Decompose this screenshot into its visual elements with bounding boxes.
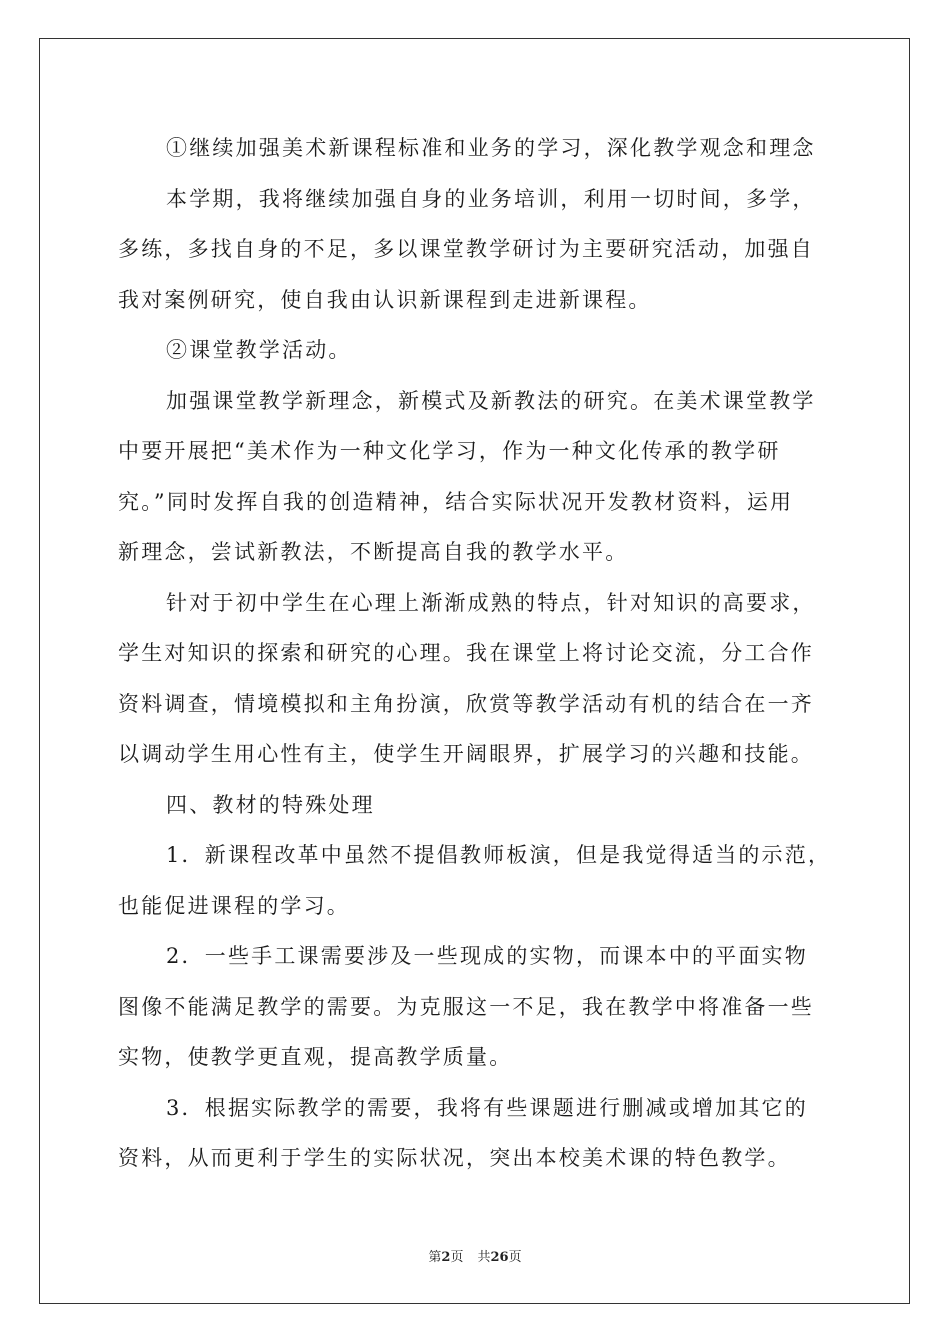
text-line: 学生对知识的探索和研究的心理。我在课堂上将讨论交流，分工合作 [118, 641, 814, 665]
total-suffix: 页 [508, 1250, 522, 1265]
paragraph [118, 583, 834, 785]
paragraph [118, 936, 834, 1088]
text-line: 中要开展把“美术作为一种文化学习，作为一种文化传承的教学研 [118, 439, 781, 463]
text-line: 资料调查，情境模拟和主角扮演，欣赏等教学活动有机的结合在一齐 [118, 691, 814, 716]
text-line: 实物，使教学更直观，提高教学质量。 [118, 1045, 513, 1069]
paragraph [118, 128, 834, 179]
text-line: 多练，多找自身的不足，多以课堂教学研讨为主要研究活动，加强自 [118, 237, 814, 261]
text-line: 图像不能满足教学的需要。为克服这一不足，我在教学中将准备一些 [118, 994, 814, 1019]
text-line: 四、教材的特殊处理 [166, 792, 375, 817]
text-line: 1．新课程改革中虽然不提倡教师板演，但是我觉得适当的示范， [166, 843, 832, 867]
text-line: 究。”同时发挥自我的创造精神，结合实际状况开发教材资料，运用 [118, 489, 794, 514]
text-line: 3．根据实际教学的需要，我将有些课题进行删减或增加其它的 [166, 1095, 808, 1120]
text-line: 本学期，我将继续加强自身的业务培训，利用一切时间，多学， [166, 186, 816, 211]
paragraph [118, 1088, 834, 1189]
page-number: 2 [441, 1250, 451, 1265]
text-line: 也能促进课程的学习。 [118, 893, 350, 918]
page-suffix: 页 [450, 1250, 464, 1265]
total-prefix: 共 [477, 1250, 491, 1265]
paragraph [118, 835, 834, 936]
paragraph [118, 330, 834, 381]
text-line: ①继续加强美术新课程标准和业务的学习，深化教学观念和理念 [166, 136, 816, 160]
paragraph [118, 179, 834, 331]
paragraph [118, 381, 834, 583]
text-line: 我对案例研究，使自我由认识新课程到走进新课程。 [118, 287, 652, 312]
text-line: 加强课堂教学新理念，新模式及新教法的研究。在美术课堂教学 [166, 388, 816, 413]
page-prefix: 第 [428, 1250, 442, 1265]
text-line: 以调动学生用心性有主，使学生开阔眼界，扩展学习的兴趣和技能。 [118, 742, 814, 766]
page-footer [0, 1246, 950, 1265]
text-line: 2．一些手工课需要涉及一些现成的实物，而课本中的平面实物 [166, 944, 808, 968]
total-pages: 26 [490, 1250, 509, 1265]
text-line: 资料，从而更利于学生的实际状况，突出本校美术课的特色教学。 [118, 1146, 791, 1170]
document-body [118, 128, 834, 1189]
text-line: 新理念，尝试新教法，不断提高自我的教学水平。 [118, 540, 629, 564]
text-line: 针对于初中学生在心理上渐渐成熟的特点，针对知识的高要求， [166, 590, 816, 615]
section-heading [118, 785, 834, 836]
text-line: ②课堂教学活动。 [166, 338, 352, 362]
